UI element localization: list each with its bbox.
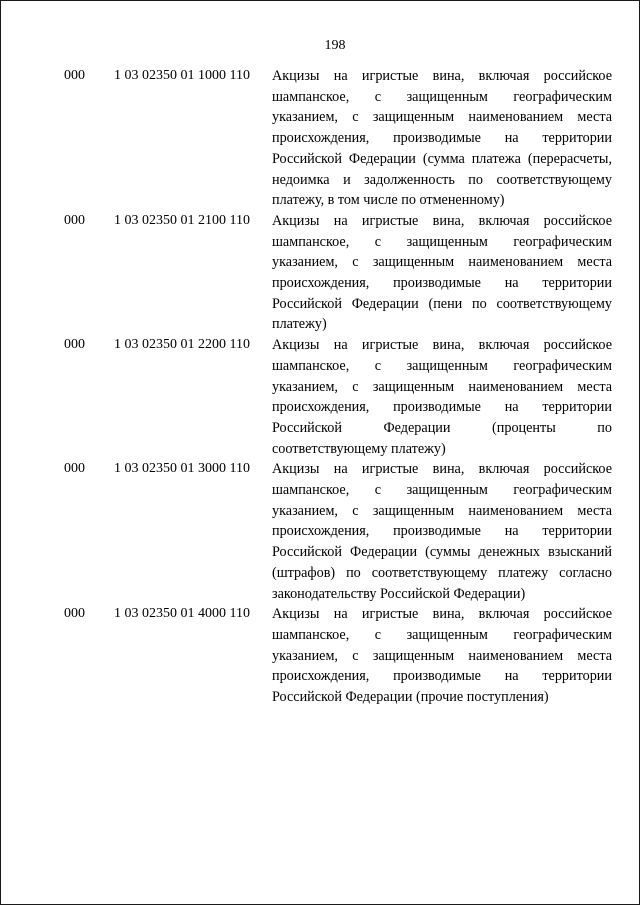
table-row [64,335,612,459]
row-description: Акцизы на игристые вина, включая российское шампанское, с защищенным географическим указанием, с защищенным наименованием места происхождения, производимые на территории Российской Федерации (пени по соответствующему платежу) [272,212,612,333]
kbk-code: 1 03 02350 01 2100 110 [114,212,250,228]
row-description: Акцизы на игристые вина, включая российское шампанское, с защищенным географическим указанием, с защищенным наименованием места происхождения, производимые на территории Российской Федерации (прочие поступления) [272,606,612,706]
kbk-code: 1 03 02350 01 2200 110 [114,337,250,353]
row-description: Акцизы на игристые вина, включая российское шампанское, с защищенным географическим указанием, с защищенным наименованием места происхождения, производимые на территории Российской Федерации (проценты по соответствующему платежу) [272,337,612,457]
kbk-code: 1 03 02350 01 4000 110 [114,606,250,622]
admin-code: 000 [64,461,85,477]
admin-code: 000 [64,337,85,353]
admin-code: 000 [64,68,85,83]
kbk-code: 1 03 02350 01 3000 110 [114,461,250,477]
admin-code: 000 [64,212,85,228]
row-description: Акцизы на игристые вина, включая российское шампанское, с защищенным географическим указанием, с защищенным наименованием места происхождения, производимые на территории Российской Федерации (сумма платежа (перерасчеты, недоимка и задолженность по соответствующему платежу, в том числе по отмененному) [272,68,612,209]
kbk-code: 1 03 02350 01 1000 110 [114,68,250,83]
table-row [64,604,612,708]
row-description: Акцизы на игристые вина, включая российское шампанское, с защищенным географическим указанием, с защищенным наименованием места происхождения, производимые на территории Российской Федерации (суммы денежных взысканий (штрафов) по соответствующему платежу согласно законодательству Российской Федерации) [272,461,612,602]
page-number: 198 [324,38,346,53]
budget-code-table [64,66,612,708]
admin-code: 000 [64,606,85,622]
table-row [64,459,612,604]
table-row [64,211,612,335]
table-row [64,66,612,211]
